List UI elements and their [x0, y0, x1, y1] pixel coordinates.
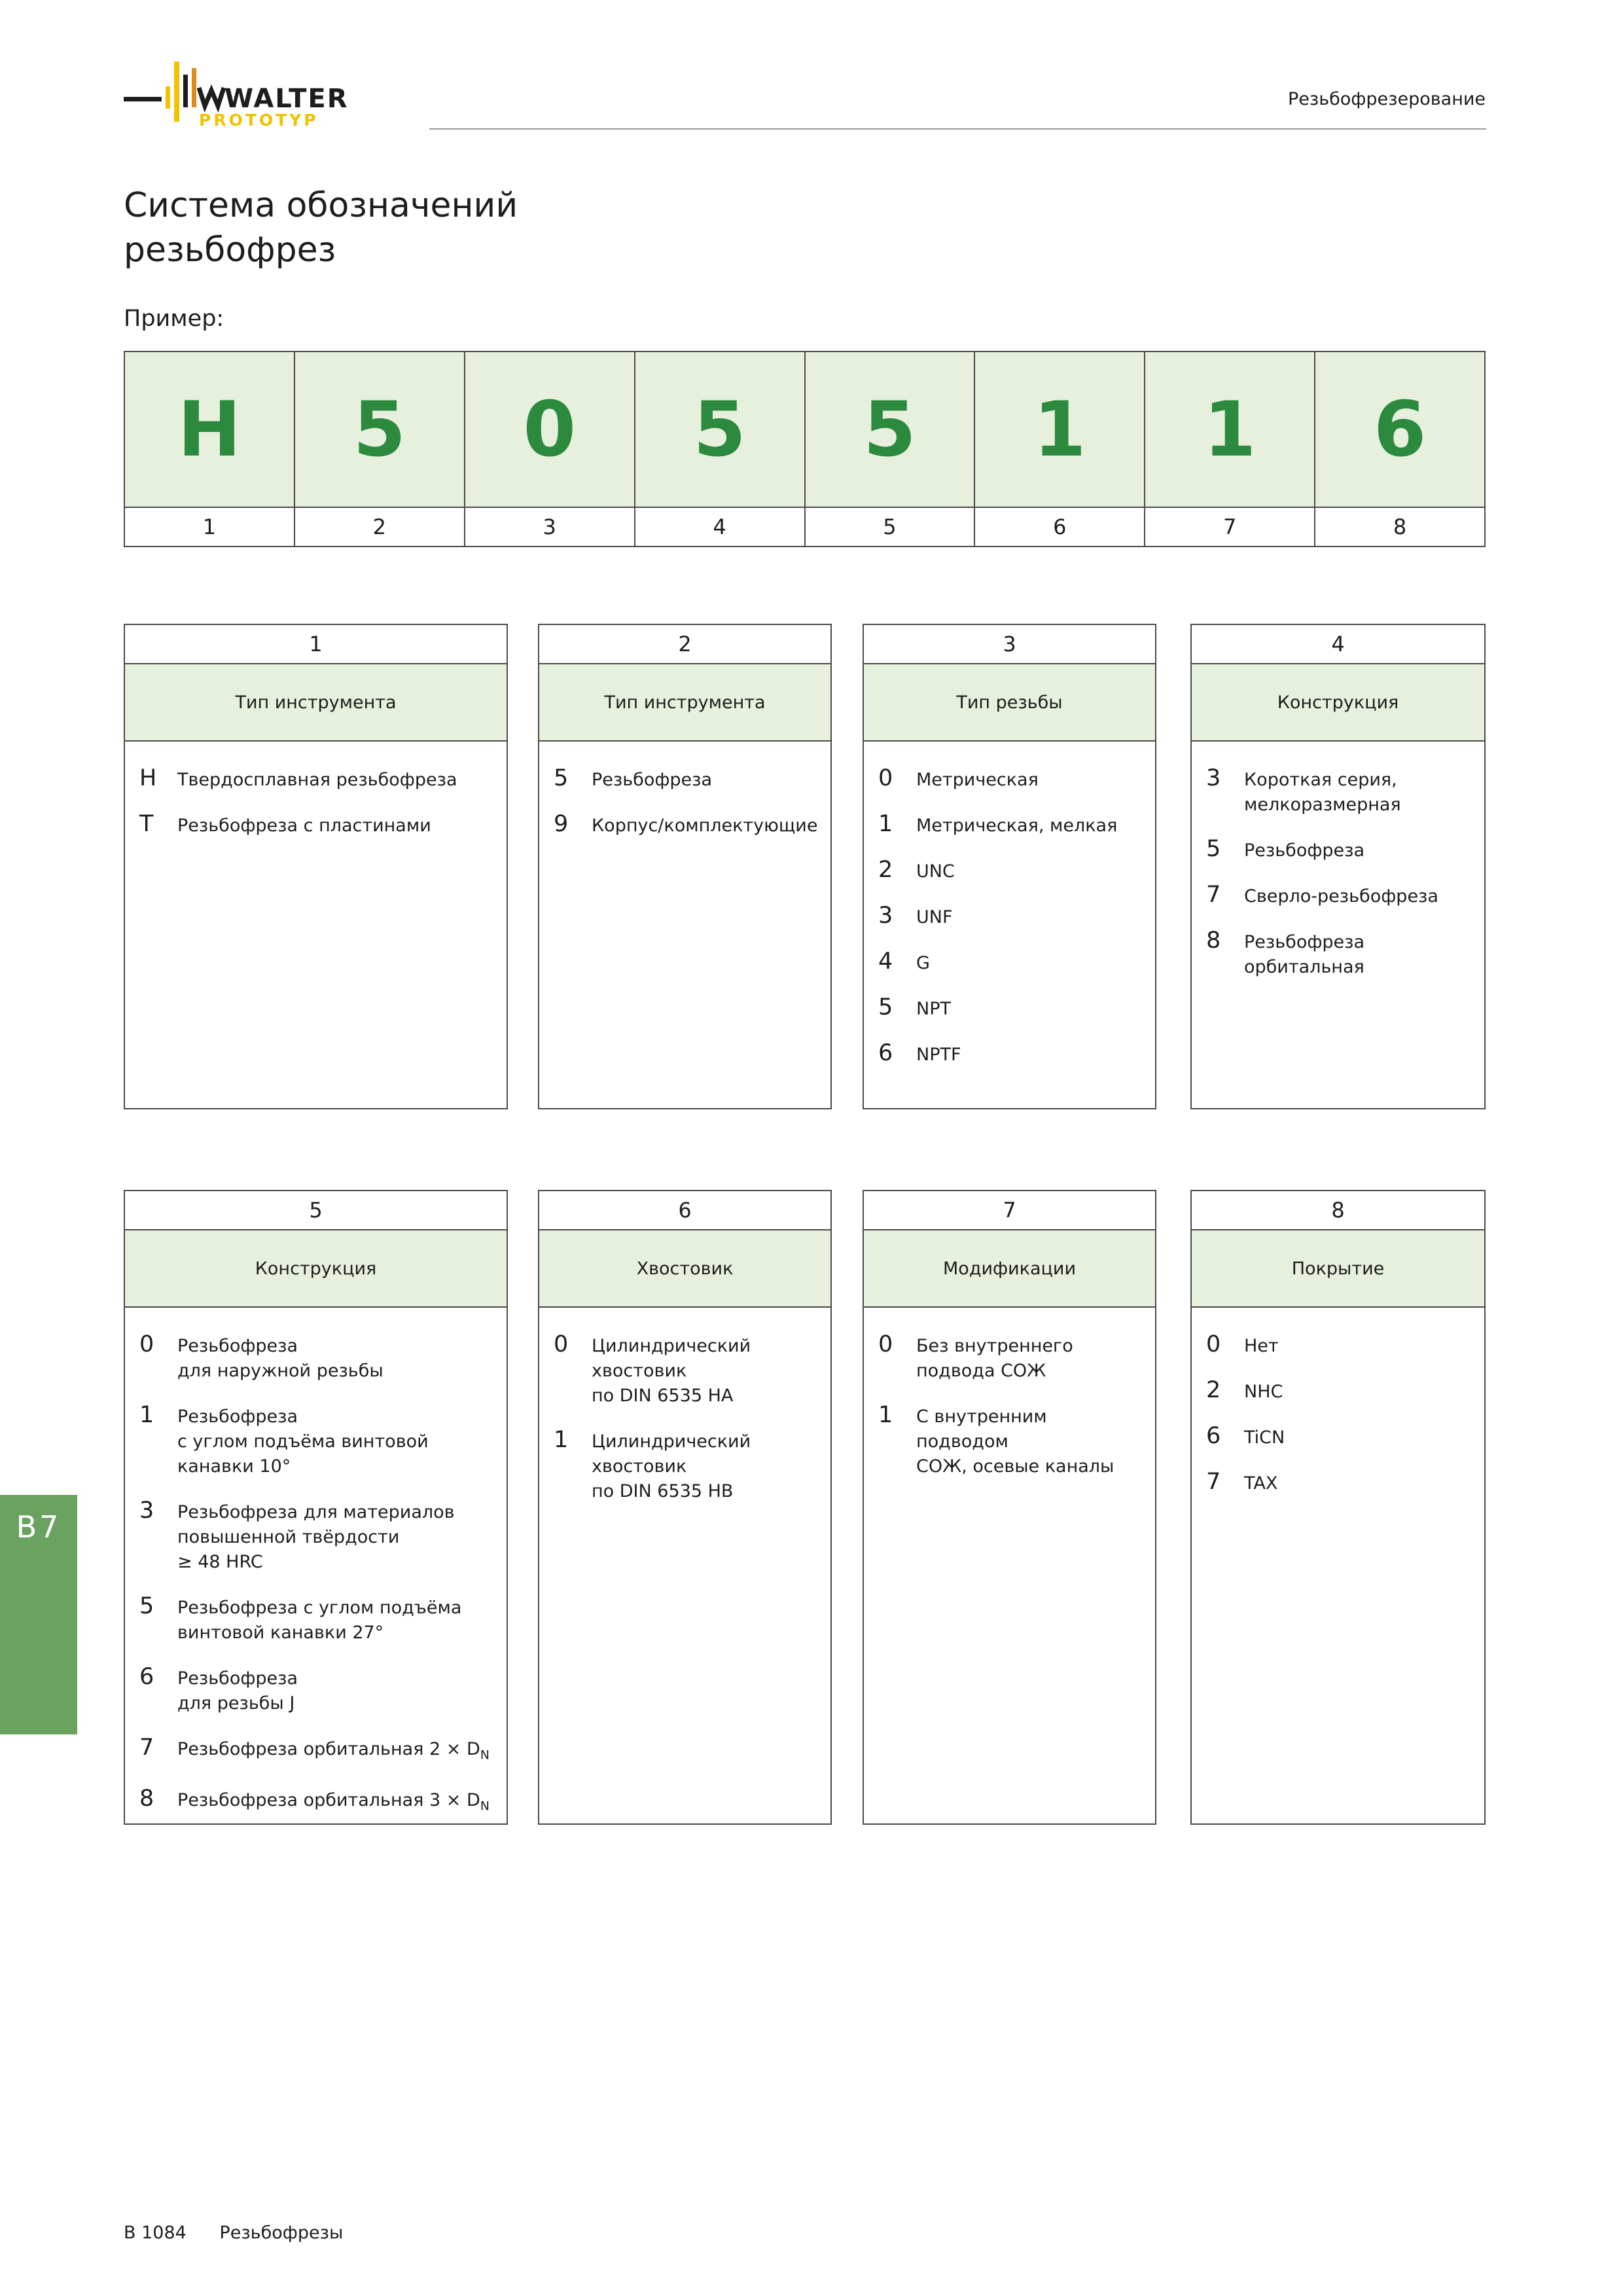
- entry-line: с углом подъёма винтовой канавки 10°: [177, 1431, 429, 1477]
- entry-text: [1244, 1333, 1279, 1359]
- list-item: [878, 1041, 1143, 1067]
- walter-prototyp-logo: [124, 60, 399, 132]
- entry-line: ≥ 48 HRC: [177, 1552, 263, 1572]
- entry-line-text: Резьбофреза орбитальная 2 × D: [177, 1739, 480, 1759]
- list-item: [878, 950, 1143, 976]
- box-entries: [864, 1308, 1155, 1479]
- entry-text: [1244, 837, 1364, 863]
- entry-line: мелкоразмерная: [1244, 795, 1401, 815]
- entry-text: [177, 1499, 455, 1575]
- code-cell: [975, 351, 1145, 547]
- entry-text: [1244, 883, 1438, 909]
- code-position: 6: [975, 508, 1144, 547]
- entry-line: Метрическая: [916, 770, 1039, 790]
- entry-code: 0: [554, 1331, 569, 1357]
- entry-text: [177, 1594, 461, 1645]
- code-position: 7: [1145, 508, 1314, 547]
- section-title: Резьбофрезерование: [1287, 89, 1486, 109]
- entry-code: 2: [1206, 1377, 1221, 1403]
- entry-text: [916, 1403, 1143, 1479]
- logo-subtext: PROTOTYP: [199, 111, 319, 130]
- subscript: N: [480, 1748, 490, 1763]
- code-digit: 5: [635, 351, 804, 508]
- entry-line: винтовой канавки 27°: [177, 1623, 384, 1643]
- entry-text: [1244, 1378, 1283, 1405]
- subscript: N: [480, 1799, 490, 1814]
- box-number: 2: [539, 625, 830, 664]
- box-title: Тип инструмента: [125, 664, 507, 742]
- entry-line: TAX: [1244, 1473, 1278, 1494]
- list-item: [878, 858, 1143, 884]
- entry-text: [177, 1787, 490, 1818]
- box-entries: [864, 742, 1155, 1067]
- list-item: [1206, 837, 1472, 863]
- entry-code: 0: [139, 1331, 154, 1357]
- entry-line: Метрическая, мелкая: [916, 816, 1118, 836]
- entry-line: Короткая серия,: [1244, 770, 1397, 790]
- entry-line: UNF: [916, 907, 953, 927]
- box-number: 5: [125, 1191, 507, 1230]
- entry-line: Резьбофреза с углом подъёма: [177, 1598, 462, 1618]
- entry-text: [592, 812, 817, 838]
- list-item: [1206, 1470, 1472, 1496]
- box-number: 4: [1192, 625, 1484, 664]
- code-digit: 1: [975, 351, 1144, 508]
- entry-code: 6: [139, 1664, 154, 1690]
- entry-text: [916, 904, 953, 930]
- entry-text: [916, 996, 951, 1022]
- code-position: 3: [465, 508, 634, 547]
- example-code-grid: [124, 351, 1486, 547]
- entry-code: 4: [878, 948, 893, 975]
- position-box-5: [124, 1190, 508, 1825]
- entry-line: Резьбофреза орбитальная: [1244, 932, 1365, 977]
- entry-line: подвода СОЖ: [916, 1361, 1046, 1381]
- page-title-line-1: Система обозначений: [124, 186, 518, 225]
- page-title-line-2: резьбофрез: [124, 230, 336, 270]
- box-entries: [125, 742, 507, 838]
- list-item: [878, 1333, 1143, 1384]
- entry-code: 3: [139, 1498, 154, 1524]
- entry-code: 6: [878, 1040, 893, 1066]
- entry-code: 0: [878, 1331, 893, 1357]
- entry-line: Резьбофреза для материалов: [177, 1502, 455, 1522]
- chapter-tab[interactable]: B7: [0, 1495, 77, 1734]
- code-position: 4: [635, 508, 804, 547]
- entry-line: Резьбофреза: [1244, 840, 1365, 861]
- logo-text: WALTER: [224, 84, 349, 114]
- entry-code: 1: [554, 1427, 569, 1453]
- list-item: [554, 766, 819, 793]
- entry-line: Цилиндрический хвостовик: [592, 1431, 751, 1477]
- box-number: 1: [125, 625, 507, 664]
- list-item: [554, 812, 819, 838]
- entry-code: 5: [878, 994, 893, 1020]
- entry-line: Цилиндрический хвостовик: [592, 1336, 751, 1381]
- entry-line: Резьбофреза: [177, 1336, 298, 1356]
- entry-text: [592, 1333, 819, 1408]
- list-item: [878, 1403, 1143, 1479]
- position-box-8: [1190, 1190, 1486, 1825]
- entry-code: T: [139, 811, 154, 837]
- list-item: [1206, 766, 1472, 817]
- list-item: [139, 1594, 495, 1645]
- entry-code: 5: [139, 1593, 154, 1619]
- entry-line: [177, 1737, 490, 1767]
- entry-line: Резьбофреза с пластинами: [177, 816, 431, 836]
- page-footer: [124, 2223, 343, 2243]
- entry-line: Резьбофреза: [592, 770, 713, 790]
- position-box-1: [124, 624, 508, 1109]
- entry-code: 1: [878, 811, 893, 837]
- entry-line: для резьбы J: [177, 1693, 295, 1713]
- entry-code: 8: [139, 1785, 154, 1812]
- entry-line: NHC: [1244, 1382, 1283, 1402]
- list-item: [139, 812, 495, 838]
- box-title: Тип резьбы: [864, 664, 1155, 742]
- entry-line-text: Резьбофреза орбитальная 3 × D: [177, 1790, 480, 1811]
- code-cell: [635, 351, 806, 547]
- entry-code: 0: [878, 765, 893, 791]
- entry-code: 3: [878, 903, 893, 929]
- box-entries: [125, 1308, 507, 1819]
- entry-line: Резьбофреза: [177, 1407, 298, 1427]
- list-item: [1206, 883, 1472, 909]
- list-item: [139, 1665, 495, 1716]
- box-title: Конструкция: [1192, 664, 1484, 742]
- entry-text: [592, 766, 712, 793]
- entry-text: [916, 1333, 1073, 1384]
- box-number: 3: [864, 625, 1155, 664]
- entry-code: 5: [1206, 836, 1221, 862]
- box-entries: [1192, 1308, 1484, 1496]
- box-entries: [539, 742, 830, 838]
- code-digit: 6: [1315, 351, 1484, 508]
- code-position: 5: [806, 508, 974, 547]
- list-item: [878, 996, 1143, 1022]
- box-number: 6: [539, 1191, 830, 1230]
- list-item: [554, 1428, 819, 1504]
- list-item: [878, 904, 1143, 930]
- list-item: [1206, 1378, 1472, 1405]
- entry-line: G: [916, 953, 930, 973]
- entry-text: [177, 1333, 383, 1384]
- list-item: [554, 1333, 819, 1408]
- code-digit: 1: [1145, 351, 1314, 508]
- entry-text: [177, 1665, 298, 1716]
- code-digit: 0: [465, 351, 634, 508]
- entry-text: [177, 766, 457, 793]
- entry-text: [177, 812, 431, 838]
- list-item: [139, 766, 495, 793]
- header-divider: [429, 128, 1486, 130]
- entry-code: 7: [1206, 1469, 1221, 1495]
- code-digit: 5: [806, 351, 974, 508]
- entry-text: [916, 950, 930, 976]
- entry-text: [916, 858, 955, 884]
- entry-text: [592, 1428, 819, 1504]
- box-entries: [539, 1308, 830, 1504]
- box-title: Хвостовик: [539, 1230, 830, 1308]
- box-number: 7: [864, 1191, 1155, 1230]
- code-digit: H: [125, 351, 294, 508]
- entry-line: UNC: [916, 861, 955, 882]
- list-item: [1206, 1333, 1472, 1359]
- position-box-7: [863, 1190, 1156, 1825]
- entry-code: 1: [139, 1402, 154, 1428]
- entry-line: С внутренним подводом: [916, 1407, 1047, 1452]
- list-item: [878, 766, 1143, 793]
- entry-code: 5: [554, 765, 569, 791]
- page-title: [124, 183, 518, 272]
- entry-line: Без внутреннего: [916, 1336, 1073, 1356]
- entry-code: 6: [1206, 1423, 1221, 1449]
- page-number: B 1084: [124, 2223, 187, 2243]
- code-position: 1: [125, 508, 294, 547]
- code-position: 2: [295, 508, 464, 547]
- list-item: [139, 1403, 495, 1479]
- list-item: [1206, 1424, 1472, 1450]
- entry-line: по DIN 6535 HB: [592, 1481, 734, 1501]
- box-number: 8: [1192, 1191, 1484, 1230]
- entry-code: H: [139, 765, 157, 791]
- entry-line: по DIN 6535 HA: [592, 1386, 734, 1406]
- chapter-name: Резьбофрезы: [219, 2223, 344, 2243]
- code-position: 8: [1315, 508, 1484, 547]
- list-item: [878, 812, 1143, 838]
- entry-line: Твердосплавная резьбофреза: [177, 770, 457, 790]
- entry-line: TiCN: [1244, 1427, 1285, 1448]
- position-box-4: [1190, 624, 1486, 1109]
- code-cell: [1315, 351, 1486, 547]
- code-cell: [1145, 351, 1315, 547]
- entry-code: 9: [554, 811, 569, 837]
- entry-line: Сверло-резьбофреза: [1244, 886, 1438, 906]
- box-title: Тип инструмента: [539, 664, 830, 742]
- box-title: Покрытие: [1192, 1230, 1484, 1308]
- code-cell: [295, 351, 465, 547]
- list-item: [139, 1736, 495, 1767]
- list-item: [139, 1499, 495, 1575]
- entry-line: Резьбофреза: [177, 1668, 298, 1689]
- entry-code: 2: [878, 857, 893, 883]
- entry-line: Нет: [1244, 1336, 1279, 1356]
- entry-text: [916, 812, 1117, 838]
- entry-text: [1244, 929, 1472, 980]
- entry-text: [916, 1041, 961, 1067]
- list-item: [139, 1787, 495, 1818]
- entry-text: [1244, 1424, 1285, 1450]
- position-box-2: [538, 624, 832, 1109]
- code-cell: [465, 351, 635, 547]
- entry-text: [1244, 766, 1401, 817]
- box-title: Конструкция: [125, 1230, 507, 1308]
- entry-text: [916, 766, 1039, 793]
- entry-line: NPTF: [916, 1045, 961, 1065]
- entry-line: для наружной резьбы: [177, 1361, 383, 1381]
- entry-line: СОЖ, осевые каналы: [916, 1456, 1115, 1477]
- entry-line: NPT: [916, 999, 951, 1019]
- entry-text: [177, 1403, 495, 1479]
- code-digit: 5: [295, 351, 464, 508]
- box-entries: [1192, 742, 1484, 980]
- list-item: [1206, 929, 1472, 980]
- entry-line: повышенной твёрдости: [177, 1527, 400, 1547]
- entry-code: 7: [139, 1734, 154, 1761]
- entry-code: 3: [1206, 765, 1221, 791]
- logo-graphic: [124, 60, 399, 132]
- entry-line: Корпус/комплектующие: [592, 816, 818, 836]
- position-box-3: [863, 624, 1156, 1109]
- code-cell: [806, 351, 976, 547]
- entry-line: [177, 1788, 490, 1818]
- entry-code: 7: [1206, 882, 1221, 908]
- entry-text: [177, 1736, 490, 1767]
- entry-code: 8: [1206, 927, 1221, 954]
- example-label: Пример:: [124, 306, 224, 332]
- entry-text: [1244, 1470, 1277, 1496]
- position-box-6: [538, 1190, 832, 1825]
- code-cell: [125, 351, 295, 547]
- box-title: Модификации: [864, 1230, 1155, 1308]
- list-item: [139, 1333, 495, 1384]
- entry-code: 1: [878, 1402, 893, 1428]
- entry-code: 0: [1206, 1331, 1221, 1357]
